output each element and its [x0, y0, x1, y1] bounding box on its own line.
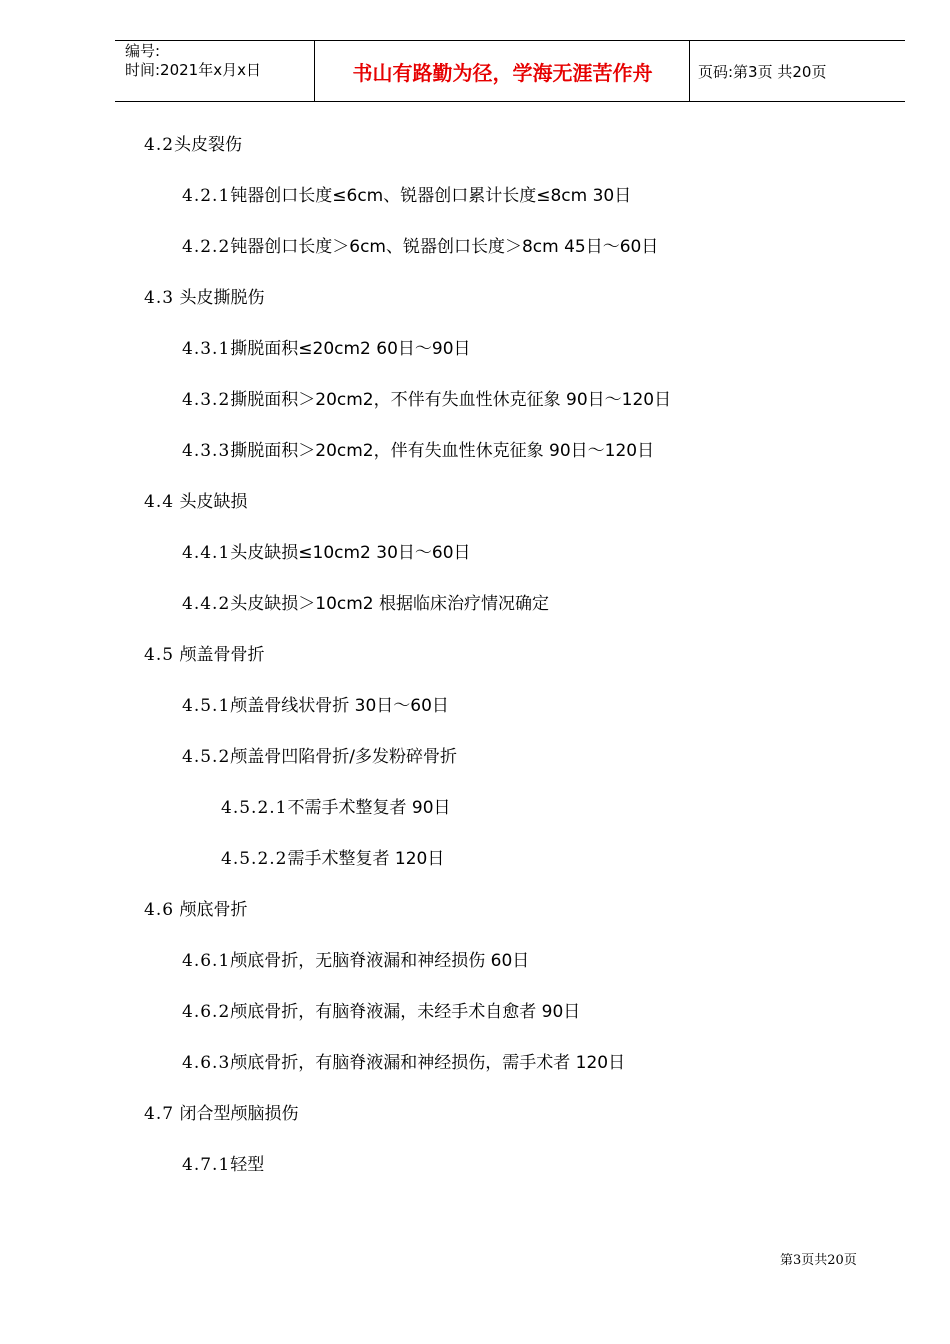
- header-meta: [115, 41, 315, 101]
- header-motto: 书山有路勤为径，学海无涯苦作舟: [316, 41, 690, 101]
- time-label: 时间:2021年x月x日: [125, 61, 261, 79]
- subsubsection-line: 4.5.2.1不需手术整复者 90日: [221, 798, 451, 818]
- subsubsection-line: 4.5.2.2需手术整复者 120日: [221, 849, 445, 869]
- subsection-line: 4.3.3撕脱面积＞20cm2，伴有失血性休克征象 90日～120日: [182, 441, 655, 461]
- number-label: 编号:: [125, 42, 161, 60]
- subsection-line: 4.6.1颅底骨折，无脑脊液漏和神经损伤 60日: [182, 951, 530, 971]
- header-page-info: 页码:第3页 共20页: [698, 62, 827, 81]
- subsection-line: 4.5.1颅盖骨线状骨折 30日～60日: [182, 696, 449, 716]
- subsection-line: 4.2.1钝器创口长度≤6cm、锐器创口累计长度≤8cm 30日: [182, 186, 632, 206]
- page-footer: 第3页共20页: [780, 1253, 857, 1268]
- section-heading: 4.7 闭合型颅脑损伤: [144, 1104, 299, 1124]
- subsection-line: 4.4.1头皮缺损≤10cm2 30日～60日: [182, 543, 471, 563]
- section-heading: 4.5 颅盖骨骨折: [144, 645, 265, 665]
- subsection-line: 4.5.2颅盖骨凹陷骨折/多发粉碎骨折: [182, 747, 457, 767]
- section-heading: 4.6 颅底骨折: [144, 900, 248, 920]
- section-heading: 4.2头皮裂伤: [144, 135, 243, 155]
- section-heading: 4.4 头皮缺损: [144, 492, 248, 512]
- subsection-line: 4.3.1撕脱面积≤20cm2 60日～90日: [182, 339, 471, 359]
- subsection-line: 4.4.2头皮缺损＞10cm2 根据临床治疗情况确定: [182, 594, 550, 614]
- section-heading: 4.3 头皮撕脱伤: [144, 288, 265, 308]
- subsection-line: 4.3.2撕脱面积＞20cm2，不伴有失血性休克征象 90日～120日: [182, 390, 672, 410]
- subsection-line: 4.6.3颅底骨折，有脑脊液漏和神经损伤，需手术者 120日: [182, 1053, 626, 1073]
- page-header: [115, 40, 905, 102]
- subsection-line: 4.2.2钝器创口长度＞6cm、锐器创口长度＞8cm 45日～60日: [182, 237, 659, 257]
- subsection-line: 4.6.2颅底骨折，有脑脊液漏，未经手术自愈者 90日: [182, 1002, 581, 1022]
- subsection-line: 4.7.1轻型: [182, 1155, 265, 1175]
